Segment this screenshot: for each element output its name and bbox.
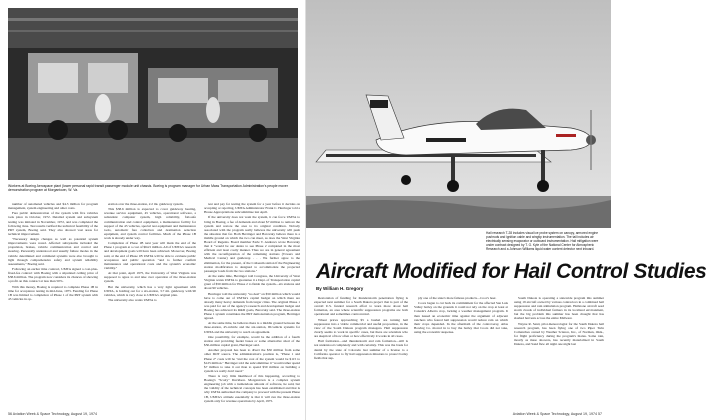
left-column-3-body [204,202,300,402]
left-column-1 [8,202,98,402]
paragraph: At the same time, he believes there is a middle ground between the three-station, 45-vehicle and the six-station, 90-vehicle systems for UMTA and the university to reach an agreement. [204,321,300,334]
paragraph: Herringer told the university "no deal" on $50 million which would have to come out of UMTA's capital budget on which there are already many heavy demands from larger cities. The original Phase 1 was paid for out of the agency's research and development budget and Boeing has achieved its R&D goals, Barovsky said. The three-station Phase 1 system constitutes the PRT demonstration program, Herringer agreed. [204,291,300,321]
article-headline: Aircraft Modified for Hail Control Studies [316,260,706,283]
paragraph: But the university, which has a very tight agreement with UMTA, is holding out for a six-station, 3.7 mi. guideway with 90 vehicles, which is very close to UMTA's original plan. [104,284,196,297]
left-page-footer: 56 Aviation Week & Space Technology, August 19, 1974 [8,412,98,416]
paragraph: At the same time, Herringer told Congress, the University of West Virginia wants UMTA to guarantee it a Dept. of Transportation capital grant of $50 million for Phase 2 to finish the system—six stations and about 90 vehicles. [204,273,300,291]
right-column-2 [414,296,508,404]
article-byline: By William H. Gregory [316,286,364,291]
paragraph: number of automated vehicles and $4.3 million for program management, system engineering and other costs. [8,202,98,211]
paragraph: There is very little likelihood of this happening, according to Boeing's "Scotty" Davidson. Morgantown is a complex system engineering job with a tremendous amount of software, he said, but the validity of the technical concepts has been established and that is why UMTA authorized the company to proceed with the present Phase 1B, UMTA's attitude essentially is that it will run the three-station system only for revenue operations by April, 1975. [204,374,300,403]
paragraph: Wayne R. Sand, pilot-meteorologist for the South Dakota hail research program, has been flying one of two Piper Twin Comanches owned by Weather Science, Inc., of Norman, Okla., for flight proficiency during the program's hiatus. Some rain, mostly as meso showers, has recently materialized in South Dakota, and Sand flew all night one night last [514,321,604,347]
paragraph: "Necessary design changes as well as potential system improvements were noted. Affected subsystems included the propulsion, brakes, vehicle communication and control and steering. Personally understood and usually failure modes in the vehicle determined and command systems were also brought to light through comprehensive safety and system reliability assessments," Boeing said. [8,237,98,266]
aircraft-scene-image [306,0,611,228]
paragraph: Following an earlier time contract, UMTA signed a cost-plus-fixed-fee contract with Boeing with a stipulated ceiling price of $38.6 million. The program now considers its chances of showing a profit on this contract at less than 50%. [8,266,98,284]
paragraph: South Dakota is operating a statewide program this summer using 19 aircraft owned by various contractors in a combined hail suppression and rain stimulation program. Hailstone aircraft seed storm clouds of individual farmers in its localized environment, but the big problem this summer has been drought that has slashed harvests across the entire Midwest. [514,296,604,321]
paragraph: Another proposal has been to divert the $50 million from some other DOT source. The administration's position is, "Phase 1 and Phase 2" costs will be "and the cost of the system would be $115 to $125 million." Herringer told the subcommittee it "would rather spend $7 million to take it out than to spend $50 million on building a system we really don't need." [204,348,300,373]
paragraph: This $38.6 million is expected to cover guideway heating, revenue service equipment, 45 vehicles, operational software, a redundant computer system, high reliability, fail-safe communication and control equipment, a maintenance facility for support of the 45 vehicles, special test equipment and maintenance tools, automatic fare collection and destination selection equipment, and system control facilities. Much of the Phase 1B work is already under way. [104,207,196,240]
paragraph: Wheat prices approaching $5 a bushel are turning hail suppression into a viable commercial and useful proposition, in the view of the South Dakota program managers. Hail suppression clearly seems to work in specific cases, but there are scientists who are skeptical of how often or how effectively it works in all cases. [314,317,408,339]
right-column-3 [514,296,604,404]
right-photo-caption: Hail research T-28 includes visual ice probe system on canopy, armored engine pushrods and ignition cable and wingtip instrumentation. The tail includes air electrically sensing evaporator or outboard instrumentation. Hail mitigation were under contract designed by T. G. Kyle of the National Center for Atmospheric Research and a Johnson Williams liquid water content detector next inboard. [486,231,599,251]
hail-aircraft-photo [306,0,611,228]
paragraph: Hail formation—and thunderstorm and rain formation—still is not understood completely and with certainty. This was the basis for denial by the state of Colorado last summer of a license to a California operator to fly hail suppression missions to protect barley fields that sup- [314,339,408,360]
paragraph: One possibility, for example, would be the addition of a fourth station and providing feeder buses or some alternative short of the $50-million capital grant, Herringer said. [204,334,300,348]
paragraph: eration over the three-station, 2.2 mi. guideway system. [108,202,184,206]
paragraph: Completion of Phase 1B next year will mark the end of the Phase 1 program at a cost of $64.5 million. All of UMTA's research and development goals will have been achieved. Moreover, Boeing said, at the end of Phase 1B UMTA will be able to evaluate public acceptance and public operation "and to further confirm maintenance and operational costs and the system's economic viability." [104,241,196,270]
factory-scene-image [8,8,298,180]
paragraph: Coors began to cut back its commitment for the affected San Luis Valley barley on the grounds it could not rely on the crop at least at Canada's Alberta crop, lacking a weather management program. It then issued an economic time against the argument of adjacent ranchers who feared hail suppression would reduce rain on which their crops depended. In the aftermath of the controversy, Atlas Bowing Co. moved in to buy the barley that Coors did not take, using the economic suspense. [414,301,508,334]
right-page-footer: Aviation Week & Space Technology, August 19, 1974 57 [512,412,602,416]
left-column-2 [104,202,196,402]
boeing-plant-photo [8,8,298,180]
paragraph: With this money, Boeing is required to complete Phase 1B in time for acceptance testing in mid-June, 1975. Funding for Phase 1B was limited to completion of Phase 1 of the PRT system with 45 vehicles in op- [8,284,98,301]
left-photo-caption: Workers at Boeing Aerospace plant (lower personal rapid transit passenger module unit chassis. Boeing is program manager for Urban Mass Transportation Administration's people mover demonstration program at Morgantown, W. Va. [8,184,288,193]
paragraph: Restoration of funding for thunderstorm penetration flying is expected next summer for a South Dakota project that is part of the overall U.S. funded research effort to learn more about hail formation, an area where scientific suppression programs are both operational and sometimes controversial. [314,296,408,317]
paragraph: At that point, April 1975, the University of West Virginia was supposed to agree to and take over operation of the three-station system. [104,271,196,284]
paragraph: The university also wants UMTA to [108,298,157,302]
right-column-1 [314,296,408,404]
paragraph: If the university does not want the system, it can force UMTA to bring in Boeing, a fee of demands and about $7 million to remove the system and restore the area to its original condition. Nobody associated with the program really believes the university will push the situation that far. Both Herringer and Barovsky believe there is a middle ground on which the two can meet, as does the West Virginia Board of Regents. Board member Earle T. Andrews wrote Barovsky that it "would be our desire to see Phase 2 completed in the most efficient and least costly manner. Thus we are in general agreement with the reconfiguration of the remaining stations (Towers and Medical Center) and guideway. . . . We further agree to the elimination, for the present, of the Coliseum station if the Engineering station modification is designed to accommodate the projected passenger loads from the two stations." [204,215,300,273]
paragraph: test and pay for testing the system for a year before it decides on accepting or rejecting, UMTA Administrator Frank C. Herringer told a House Appropriations subcommittee last April. [204,202,300,215]
paragraph: Fare public demonstration of the system with five vehicles took place in October, 1972. Detailed system and subsystem testing was initiated in November, 1972, and was completed the following June. Test results verified the technical feasibility of the PRT system, Boeing said. They also showed vast areas for technical improvement. [8,211,98,236]
right-page [305,0,706,420]
paragraph: ply one of the state's more famous products—Coor's beer. [418,296,497,300]
